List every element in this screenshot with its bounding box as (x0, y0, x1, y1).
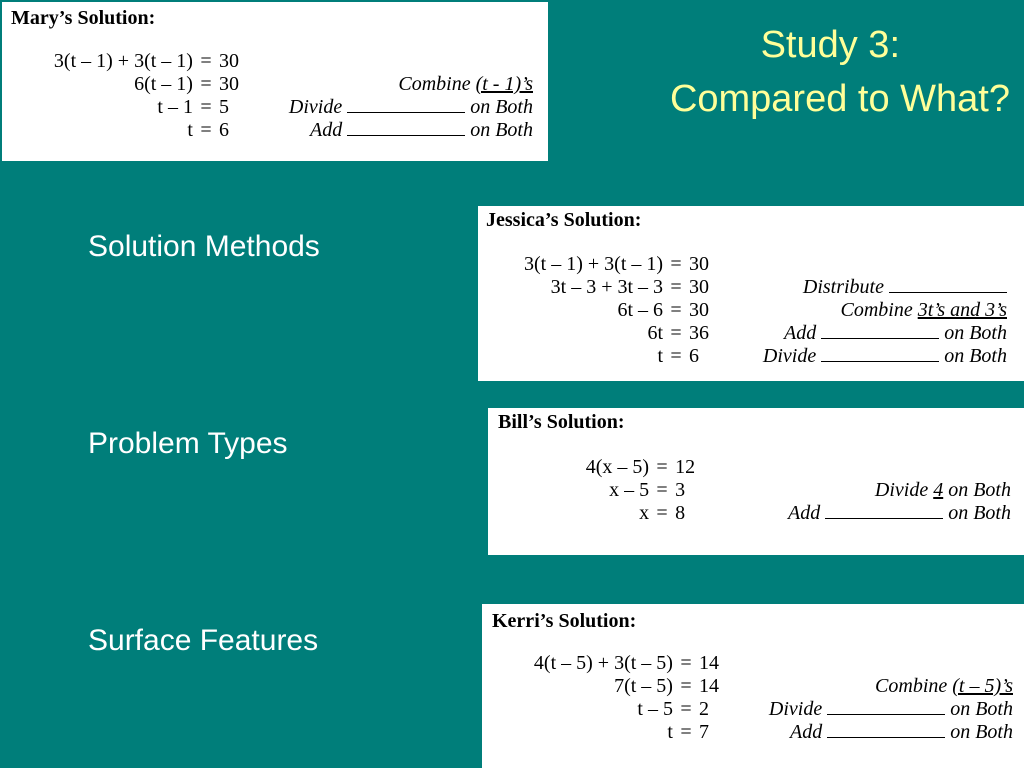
equation-left-side: 3(t – 1) + 3(t – 1) (524, 253, 664, 275)
equation-left-side: 7(t – 5) (614, 675, 673, 697)
equals-sign: = (670, 322, 682, 344)
mary-solution-steps (26, 50, 536, 142)
equation-left-side: 6t – 6 (617, 299, 664, 321)
equals-sign: = (680, 721, 692, 743)
fill-in-blank: 3t’s and 3’s (917, 299, 1007, 321)
mary-solution-panel (2, 2, 548, 161)
equation-left-side: t (187, 119, 193, 141)
equation-right-side: 12 (675, 456, 696, 478)
equals-sign: = (200, 96, 212, 118)
step-annotation (703, 502, 1014, 525)
equation-step (494, 253, 1010, 276)
equation-step (26, 73, 536, 96)
equation-step (26, 119, 536, 142)
step-operation: Add (784, 322, 817, 344)
step-annotation (243, 50, 536, 73)
kerri-solution-panel (482, 604, 1024, 768)
step-target: on Both (950, 721, 1013, 743)
fill-in-blank (825, 502, 943, 519)
step-annotation (243, 73, 536, 96)
equation-left-side: 6(t – 1) (134, 73, 193, 95)
equation-step (506, 675, 1016, 698)
step-target: on Both (948, 502, 1011, 524)
step-annotation (243, 119, 536, 142)
equation-right-side: 8 (675, 502, 686, 524)
step-annotation (723, 698, 1016, 721)
fill-in-blank: (t – 5)’s (952, 675, 1013, 697)
bullet-solution-methods: Solution Methods (88, 230, 320, 263)
equals-sign: = (670, 276, 682, 298)
equals-sign: = (680, 652, 692, 674)
equals-sign: = (200, 119, 212, 141)
equals-sign: = (680, 698, 692, 720)
equals-sign: = (680, 675, 692, 697)
step-operation: Add (790, 721, 823, 743)
equation-right-side: 2 (698, 698, 709, 720)
step-annotation (713, 322, 1010, 345)
equation-left-side: 4(t – 5) + 3(t – 5) (533, 652, 673, 674)
equation-left-side: 6t (647, 322, 664, 344)
step-target: on Both (944, 322, 1007, 344)
step-annotation (723, 675, 1016, 698)
fill-in-blank (347, 96, 465, 113)
equation-right-side: 30 (689, 276, 710, 298)
step-operation: Divide (874, 479, 929, 501)
fill-in-blank: (t - 1)’s (475, 73, 533, 95)
equation-right-side: 6 (218, 119, 229, 141)
fill-in-blank (889, 276, 1007, 293)
equation-right-side: 30 (218, 50, 239, 72)
equation-step (494, 299, 1010, 322)
equation-left-side: t (667, 721, 673, 743)
equation-right-side: 14 (698, 675, 719, 697)
step-operation: Distribute (802, 276, 884, 298)
equation-step (26, 96, 536, 119)
equation-right-side: 3 (675, 479, 686, 501)
equals-sign: = (200, 50, 212, 72)
slide-title (560, 18, 1020, 126)
step-target: on Both (470, 119, 533, 141)
step-annotation (713, 345, 1010, 368)
equation-step (494, 276, 1010, 299)
equation-right-side: 30 (689, 253, 710, 275)
step-operation: Divide (768, 698, 823, 720)
step-target: on Both (950, 698, 1013, 720)
fill-in-blank (821, 345, 939, 362)
equation-right-side: 36 (689, 322, 710, 344)
bullet-problem-types: Problem Types (88, 427, 288, 460)
equation-right-side: 30 (689, 299, 710, 321)
step-annotation (713, 253, 1010, 276)
equals-sign: = (656, 479, 668, 501)
step-operation: Add (310, 119, 343, 141)
equation-right-side: 14 (698, 652, 719, 674)
step-operation: Add (788, 502, 821, 524)
step-annotation (243, 96, 536, 119)
step-annotation (723, 652, 1016, 675)
fill-in-blank (821, 322, 939, 339)
equation-step (558, 502, 1014, 525)
equals-sign: = (670, 253, 682, 275)
step-operation: Divide (762, 345, 817, 367)
step-annotation (703, 479, 1014, 502)
equation-step (558, 456, 1014, 479)
step-annotation (703, 456, 1014, 479)
fill-in-blank (827, 721, 945, 738)
bill-solution-steps (558, 456, 1014, 525)
kerri-solution-heading: Kerri’s Solution: (492, 610, 637, 632)
bill-solution-panel (488, 408, 1024, 555)
equals-sign: = (656, 456, 668, 478)
equation-left-side: x (639, 502, 650, 524)
step-target: on Both (944, 345, 1007, 367)
jessica-solution-panel (478, 206, 1024, 381)
equation-right-side: 5 (218, 96, 229, 118)
equals-sign: = (670, 345, 682, 367)
mary-solution-heading: Mary’s Solution: (11, 7, 156, 29)
jessica-solution-heading: Jessica’s Solution: (486, 209, 642, 231)
equation-left-side: 3(t – 1) + 3(t – 1) (53, 50, 193, 72)
step-annotation (713, 276, 1010, 299)
equation-left-side: t – 5 (637, 698, 673, 720)
equation-step (506, 721, 1016, 744)
equation-left-side: t (657, 345, 664, 367)
equals-sign: = (656, 502, 668, 524)
equation-step (558, 479, 1014, 502)
equation-step (506, 652, 1016, 675)
bullet-surface-features: Surface Features (88, 624, 319, 657)
step-target: on Both (470, 96, 533, 118)
equation-step (494, 322, 1010, 345)
step-operation: Combine (840, 299, 913, 321)
step-annotation (723, 721, 1016, 744)
equation-step (494, 345, 1010, 368)
step-annotation (713, 299, 1010, 322)
fill-in-blank (827, 698, 945, 715)
step-operation: Combine (875, 675, 948, 697)
equation-right-side: 30 (218, 73, 239, 95)
fill-in-blank: 4 (933, 479, 944, 501)
step-operation: Combine (398, 73, 471, 95)
equation-left-side: x – 5 (609, 479, 650, 501)
equation-left-side: 3t – 3 + 3t – 3 (550, 276, 664, 298)
step-operation: Divide (288, 96, 343, 118)
equals-sign: = (670, 299, 682, 321)
title-line-2: Compared to What? (669, 78, 1010, 120)
equation-right-side: 6 (689, 345, 700, 367)
jessica-solution-steps (494, 253, 1010, 368)
step-target: on Both (948, 479, 1011, 501)
equation-step (506, 698, 1016, 721)
kerri-solution-steps (506, 652, 1016, 744)
equals-sign: = (200, 73, 212, 95)
equation-right-side: 7 (698, 721, 709, 743)
title-line-1: Study 3: (760, 24, 900, 66)
equation-step (26, 50, 536, 73)
fill-in-blank (347, 119, 465, 136)
equation-left-side: 4(x – 5) (585, 456, 650, 478)
bill-solution-heading: Bill’s Solution: (498, 411, 625, 433)
equation-left-side: t – 1 (157, 96, 193, 118)
